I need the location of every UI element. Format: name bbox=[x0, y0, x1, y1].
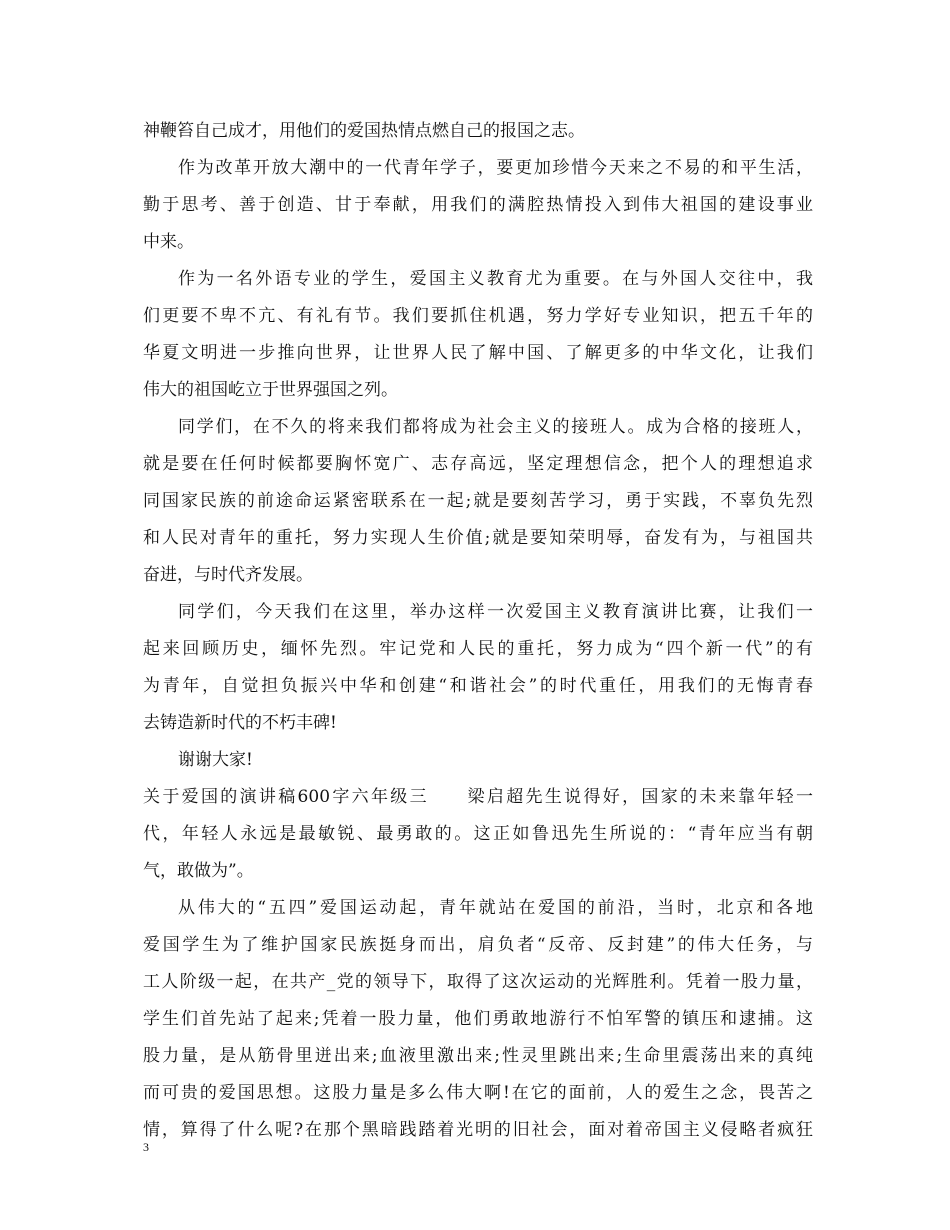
text-line: 而可贵的爱国思想。这股力量是多么伟大啊!在它的面前，人的爱生之念，畏苦之 bbox=[143, 1083, 813, 1103]
text-line: 股力量，是从筋骨里迸出来;血液里激出来;性灵里跳出来;生命里震荡出来的真纯 bbox=[143, 1046, 813, 1066]
text-line: 同学们，在不久的将来我们都将成为社会主义的接班人。成为合格的接班人， bbox=[178, 417, 813, 437]
text-line: 中来。 bbox=[143, 232, 194, 252]
text-line: 奋进，与时代齐发展。 bbox=[143, 565, 313, 585]
text-line: 同国家民族的前途命运紧密联系在一起;就是要刻苦学习，勇于实践，不辜负先烈 bbox=[143, 491, 813, 511]
text-line: 华夏文明进一步推向世界，让世界人民了解中国、了解更多的中华文化，让我们 bbox=[143, 343, 813, 363]
text-line: 气，敢做为”。 bbox=[143, 861, 254, 881]
text-line: 工人阶级一起，在共产_党的领导下，取得了这次运动的光辉胜利。凭着一股力量， bbox=[143, 972, 813, 992]
text-line: 情，算得了什么呢?在那个黑暗践踏着光明的旧社会，面对着帝国主义侵略者疯狂 bbox=[143, 1120, 813, 1140]
text-line: 就是要在任何时候都要胸怀宽广、志存高远，坚定理想信念，把个人的理想追求 bbox=[143, 454, 813, 474]
text-line: 们更要不卑不亢、有礼有节。我们要抓住机遇，努力学好专业知识，把五千年的 bbox=[143, 306, 813, 326]
text-line: 伟大的祖国屹立于世界强国之列。 bbox=[143, 380, 398, 400]
section-heading-line: 关于爱国的演讲稿600字六年级三 梁启超先生说得好，国家的未来靠年轻一 bbox=[143, 787, 813, 807]
text-line: 从伟大的“五四”爱国运动起，青年就站在爱国的前沿，当时，北京和各地 bbox=[178, 898, 813, 918]
text-line: 去铸造新时代的不朽丰碑! bbox=[143, 713, 337, 733]
document-body bbox=[143, 113, 813, 1149]
text-line: 和人民对青年的重托，努力实现人生价值;就是要知荣明辱，奋发有为，与祖国共 bbox=[143, 528, 813, 548]
text-line: 同学们，今天我们在这里，举办这样一次爱国主义教育演讲比赛，让我们一 bbox=[178, 602, 813, 622]
text-line: 神鞭笞自己成才，用他们的爱国热情点燃自己的报国之志。 bbox=[143, 121, 585, 141]
text-line: 谢谢大家! bbox=[178, 750, 253, 770]
text-line: 作为一名外语专业的学生，爱国主义教育尤为重要。在与外国人交往中，我 bbox=[178, 269, 813, 289]
text-line: 作为改革开放大潮中的一代青年学子，要更加珍惜今天来之不易的和平生活， bbox=[178, 158, 813, 178]
page-number: 3 bbox=[143, 1140, 149, 1154]
text-line: 学生们首先站了起来;凭着一股力量，他们勇敢地游行不怕军警的镇压和逮捕。这 bbox=[143, 1009, 813, 1029]
text-line: 起来回顾历史，缅怀先烈。牢记党和人民的重托，努力成为“四个新一代”的有 bbox=[143, 639, 813, 659]
text-line: 代，年轻人永远是最敏锐、最勇敢的。这正如鲁迅先生所说的：“青年应当有朝 bbox=[143, 824, 813, 844]
text-line: 为青年，自觉担负振兴中华和创建“和谐社会”的时代重任，用我们的无悔青春 bbox=[143, 676, 813, 696]
text-line: 勤于思考、善于创造、甘于奉献，用我们的满腔热情投入到伟大祖国的建设事业 bbox=[143, 195, 813, 215]
text-line: 爱国学生为了维护国家民族挺身而出，肩负者“反帝、反封建”的伟大任务，与 bbox=[143, 935, 813, 955]
